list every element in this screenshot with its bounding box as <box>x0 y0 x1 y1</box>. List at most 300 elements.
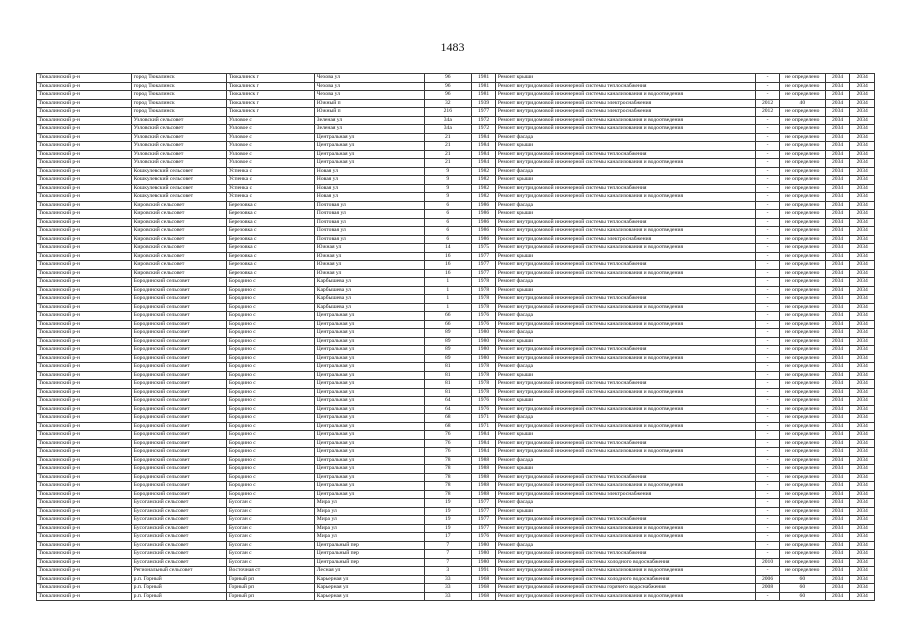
cell-prev-value: не определено <box>779 473 825 482</box>
cell-district: Тюкалинский р-н <box>37 354 132 363</box>
cell-locality: Бородино с <box>227 439 315 448</box>
cell-prev-year: - <box>756 490 780 499</box>
cell-settlement: Бусоганский сельсовет <box>132 558 227 567</box>
cell-locality: Бородино с <box>227 431 315 440</box>
cell-work-type: Ремонт внутридомовой инженерной системы теплоснабжения <box>496 150 756 159</box>
cell-house: 76 <box>424 431 471 440</box>
table-row <box>37 465 875 474</box>
cell-prev-year: - <box>756 448 780 457</box>
cell-house: 64 <box>424 405 471 414</box>
cell-locality: Тюкалинск г <box>227 82 315 91</box>
cell-locality: Бородино с <box>227 414 315 423</box>
cell-settlement: Бусоганский сельсовет <box>132 524 227 533</box>
cell-locality: Бородино с <box>227 388 315 397</box>
cell-house: 16 <box>424 252 471 261</box>
cell-prev-value: не определено <box>779 550 825 559</box>
cell-prev-value: 60 <box>779 584 825 593</box>
cell-year-from: 2034 <box>825 354 850 363</box>
table-row <box>37 533 875 542</box>
cell-district: Тюкалинский р-н <box>37 201 132 210</box>
cell-locality: Узловое с <box>227 150 315 159</box>
cell-prev-value: не определено <box>779 261 825 270</box>
cell-work-type: Ремонт внутридомовой инженерной системы канализования и водоотведения <box>496 448 756 457</box>
cell-house: 9 <box>424 167 471 176</box>
table-row <box>37 567 875 576</box>
cell-district: Тюкалинский р-н <box>37 320 132 329</box>
cell-district: Тюкалинский р-н <box>37 397 132 406</box>
cell-locality: Бородино с <box>227 320 315 329</box>
cell-work-type: Ремонт внутридомовой инженерной системы канализования и водоотведения <box>496 303 756 312</box>
cell-house: 81 <box>424 371 471 380</box>
cell-year-built: 1977 <box>471 499 496 508</box>
cell-work-type: Ремонт крыши <box>496 74 756 83</box>
cell-prev-value: не определено <box>779 388 825 397</box>
table-row <box>37 116 875 125</box>
table-row <box>37 303 875 312</box>
cell-year-built: 1978 <box>471 303 496 312</box>
cell-work-type: Ремонт крыши <box>496 252 756 261</box>
cell-district: Тюкалинский р-н <box>37 108 132 117</box>
cell-prev-value: не определено <box>779 74 825 83</box>
cell-district: Тюкалинский р-н <box>37 490 132 499</box>
cell-year-built: 1977 <box>471 524 496 533</box>
cell-settlement: Кошкулевский сельсовет <box>132 167 227 176</box>
cell-district: Тюкалинский р-н <box>37 388 132 397</box>
cell-year-built: 1986 <box>471 218 496 227</box>
cell-prev-value: не определено <box>779 346 825 355</box>
cell-street: Центральный пер <box>315 550 424 559</box>
cell-locality: Березовка с <box>227 218 315 227</box>
table-row <box>37 354 875 363</box>
cell-work-type: Ремонт внутридомовой инженерной системы канализования и водоотведения <box>496 125 756 134</box>
cell-prev-year: - <box>756 533 780 542</box>
cell-street: Зеленая ул <box>315 125 424 134</box>
cell-locality: Бородино с <box>227 482 315 491</box>
cell-work-type: Ремонт внутридомовой инженерной системы канализования и водоотведения <box>496 354 756 363</box>
cell-work-type: Ремонт внутридомовой инженерной системы теплоснабжения <box>496 295 756 304</box>
table-row <box>37 388 875 397</box>
cell-year-to: 2034 <box>850 422 875 431</box>
cell-year-to: 2034 <box>850 167 875 176</box>
cell-settlement: Бусоганский сельсовет <box>132 516 227 525</box>
cell-house: 6 <box>424 227 471 236</box>
cell-year-built: 1976 <box>471 312 496 321</box>
cell-locality: Березовка с <box>227 235 315 244</box>
cell-year-from: 2034 <box>825 516 850 525</box>
cell-locality: Бородино с <box>227 278 315 287</box>
cell-year-to: 2034 <box>850 142 875 151</box>
cell-work-type: Ремонт крыши <box>496 465 756 474</box>
cell-house: 19 <box>424 507 471 516</box>
cell-street: Центральная ул <box>315 414 424 423</box>
cell-year-to: 2034 <box>850 575 875 584</box>
table-row <box>37 320 875 329</box>
cell-work-type: Ремонт фасада <box>496 278 756 287</box>
cell-street: Почтовая ул <box>315 210 424 219</box>
cell-year-from: 2034 <box>825 431 850 440</box>
cell-prev-year: - <box>756 354 780 363</box>
cell-year-from: 2034 <box>825 82 850 91</box>
cell-prev-year: 2012 <box>756 108 780 117</box>
cell-house: 96 <box>424 74 471 83</box>
cell-work-type: Ремонт фасада <box>496 456 756 465</box>
cell-year-to: 2034 <box>850 473 875 482</box>
cell-district: Тюкалинский р-н <box>37 448 132 457</box>
cell-work-type: Ремонт фасада <box>496 414 756 423</box>
cell-district: Тюкалинский р-н <box>37 482 132 491</box>
cell-prev-value: не определено <box>779 380 825 389</box>
cell-street: Карьерная ул <box>315 592 424 601</box>
cell-district: Тюкалинский р-н <box>37 456 132 465</box>
cell-work-type: Ремонт внутридомовой инженерной системы канализования и водоотведения <box>496 524 756 533</box>
table-row <box>37 133 875 142</box>
cell-prev-year: 2006 <box>756 575 780 584</box>
cell-house: 21 <box>424 142 471 151</box>
cell-year-built: 1975 <box>471 244 496 253</box>
cell-settlement: Бусоганский сельсовет <box>132 541 227 550</box>
cell-prev-value: не определено <box>779 465 825 474</box>
cell-year-to: 2034 <box>850 210 875 219</box>
cell-prev-value: не определено <box>779 405 825 414</box>
cell-locality: Успенка с <box>227 176 315 185</box>
cell-prev-year: - <box>756 592 780 601</box>
cell-work-type: Ремонт фасада <box>496 201 756 210</box>
cell-prev-year: - <box>756 567 780 576</box>
cell-locality: Горный рп <box>227 575 315 584</box>
cell-settlement: Бородинский сельсовет <box>132 303 227 312</box>
cell-work-type: Ремонт внутридомовой инженерной системы холодного водоснабжения <box>496 575 756 584</box>
cell-year-to: 2034 <box>850 235 875 244</box>
cell-locality: Бусоган с <box>227 507 315 516</box>
cell-street: Карьерная ул <box>315 584 424 593</box>
cell-locality: Бородино с <box>227 456 315 465</box>
cell-prev-value: не определено <box>779 193 825 202</box>
cell-prev-year: - <box>756 193 780 202</box>
cell-prev-value: не определено <box>779 227 825 236</box>
cell-year-to: 2034 <box>850 567 875 576</box>
cell-prev-value: не определено <box>779 397 825 406</box>
cell-year-from: 2034 <box>825 235 850 244</box>
cell-district: Тюкалинский р-н <box>37 363 132 372</box>
cell-settlement: Бородинский сельсовет <box>132 482 227 491</box>
cell-year-from: 2034 <box>825 584 850 593</box>
cell-year-built: 1984 <box>471 150 496 159</box>
cell-district: Тюкалинский р-н <box>37 193 132 202</box>
cell-prev-value: не определено <box>779 482 825 491</box>
cell-street: Южная ул <box>315 261 424 270</box>
cell-street: Карбышева ул <box>315 303 424 312</box>
cell-year-built: 1977 <box>471 108 496 117</box>
cell-prev-value: не определено <box>779 541 825 550</box>
cell-year-to: 2034 <box>850 388 875 397</box>
cell-house: 21 <box>424 133 471 142</box>
cell-prev-value: 60 <box>779 592 825 601</box>
cell-work-type: Ремонт внутридомовой инженерной системы канализования и водоотведения <box>496 567 756 576</box>
cell-prev-value: не определено <box>779 431 825 440</box>
cell-year-to: 2034 <box>850 252 875 261</box>
cell-settlement: Кошкулевский сельсовет <box>132 176 227 185</box>
cell-year-from: 2034 <box>825 210 850 219</box>
cell-house: 68 <box>424 422 471 431</box>
cell-house: 76 <box>424 448 471 457</box>
cell-prev-year: - <box>756 278 780 287</box>
cell-street: Центральная ул <box>315 431 424 440</box>
cell-district: Тюкалинский р-н <box>37 167 132 176</box>
cell-settlement: Бородинский сельсовет <box>132 388 227 397</box>
cell-district: Тюкалинский р-н <box>37 337 132 346</box>
cell-year-built: 1972 <box>471 116 496 125</box>
cell-locality: Бусоган с <box>227 533 315 542</box>
cell-house: 33 <box>424 584 471 593</box>
cell-house: 89 <box>424 337 471 346</box>
cell-year-built: 1976 <box>471 533 496 542</box>
cell-prev-value: не определено <box>779 150 825 159</box>
cell-work-type: Ремонт внутридомовой инженерной системы теплоснабжения <box>496 346 756 355</box>
cell-house: 7 <box>424 558 471 567</box>
cell-year-to: 2034 <box>850 354 875 363</box>
cell-house: 1 <box>424 278 471 287</box>
cell-prev-value: не определено <box>779 133 825 142</box>
table-row <box>37 184 875 193</box>
cell-year-from: 2034 <box>825 490 850 499</box>
cell-prev-year: - <box>756 167 780 176</box>
cell-locality: Тюкалинск г <box>227 74 315 83</box>
cell-settlement: Бородинский сельсовет <box>132 439 227 448</box>
cell-settlement: Узловский сельсовет <box>132 150 227 159</box>
cell-district: Тюкалинский р-н <box>37 422 132 431</box>
cell-house: 78 <box>424 482 471 491</box>
table-row <box>37 456 875 465</box>
cell-locality: Бородино с <box>227 448 315 457</box>
cell-prev-year: - <box>756 218 780 227</box>
cell-settlement: Узловский сельсовет <box>132 159 227 168</box>
cell-street: Центральная ул <box>315 329 424 338</box>
cell-settlement: Узловский сельсовет <box>132 133 227 142</box>
cell-year-built: 1980 <box>471 550 496 559</box>
cell-year-built: 1978 <box>471 380 496 389</box>
cell-year-to: 2034 <box>850 150 875 159</box>
cell-prev-year: - <box>756 116 780 125</box>
table-row <box>37 244 875 253</box>
cell-district: Тюкалинский р-н <box>37 431 132 440</box>
cell-prev-year: - <box>756 346 780 355</box>
table-row <box>37 108 875 117</box>
cell-prev-value: не определено <box>779 278 825 287</box>
cell-prev-value: не определено <box>779 82 825 91</box>
cell-locality: Березовка с <box>227 210 315 219</box>
cell-settlement: Бородинский сельсовет <box>132 371 227 380</box>
cell-year-from: 2034 <box>825 363 850 372</box>
cell-prev-value: не определено <box>779 167 825 176</box>
cell-locality: Бородино с <box>227 354 315 363</box>
cell-locality: Бородино с <box>227 473 315 482</box>
cell-street: Почтовая ул <box>315 218 424 227</box>
cell-year-built: 1976 <box>471 320 496 329</box>
table-row <box>37 507 875 516</box>
cell-street: Карбышева ул <box>315 278 424 287</box>
cell-year-from: 2034 <box>825 295 850 304</box>
cell-year-from: 2034 <box>825 380 850 389</box>
table-row <box>37 278 875 287</box>
cell-street: Южный п <box>315 108 424 117</box>
cell-year-to: 2034 <box>850 507 875 516</box>
cell-prev-value: не определено <box>779 201 825 210</box>
cell-work-type: Ремонт внутридомовой инженерной системы канализования и водоотведения <box>496 193 756 202</box>
cell-district: Тюкалинский р-н <box>37 499 132 508</box>
table-row <box>37 584 875 593</box>
cell-year-built: 1991 <box>471 567 496 576</box>
cell-prev-year: - <box>756 133 780 142</box>
cell-settlement: р.п. Горный <box>132 575 227 584</box>
cell-prev-value: не определено <box>779 91 825 100</box>
cell-settlement: Узловский сельсовет <box>132 116 227 125</box>
table-row <box>37 337 875 346</box>
cell-settlement: Бусоганский сельсовет <box>132 533 227 542</box>
cell-year-to: 2034 <box>850 159 875 168</box>
cell-settlement: город Тюкалинск <box>132 99 227 108</box>
cell-locality: Восточная ст <box>227 567 315 576</box>
cell-street: Центральная ул <box>315 320 424 329</box>
cell-work-type: Ремонт внутридомовой инженерной системы электроснабжения <box>496 99 756 108</box>
cell-prev-year: - <box>756 439 780 448</box>
cell-house: 9 <box>424 176 471 185</box>
cell-locality: Бусоган с <box>227 541 315 550</box>
cell-house: 33 <box>424 575 471 584</box>
cell-prev-value: не определено <box>779 363 825 372</box>
table-row <box>37 550 875 559</box>
table-row <box>37 125 875 134</box>
cell-street: Мира ул <box>315 499 424 508</box>
cell-settlement: Бородинский сельсовет <box>132 490 227 499</box>
cell-prev-value: не определено <box>779 252 825 261</box>
cell-prev-year: - <box>756 261 780 270</box>
cell-year-built: 1986 <box>471 201 496 210</box>
cell-house: 81 <box>424 380 471 389</box>
cell-district: Тюкалинский р-н <box>37 116 132 125</box>
cell-work-type: Ремонт внутридомовой инженерной системы горячего водоснабжения <box>496 584 756 593</box>
cell-house: 19 <box>424 516 471 525</box>
cell-settlement: Кировский сельсовет <box>132 269 227 278</box>
cell-prev-year: - <box>756 125 780 134</box>
cell-locality: Успенка с <box>227 193 315 202</box>
cell-year-to: 2034 <box>850 269 875 278</box>
cell-settlement: Бородинский сельсовет <box>132 465 227 474</box>
cell-prev-year: - <box>756 550 780 559</box>
cell-street: Лесная ул <box>315 567 424 576</box>
cell-prev-value: не определено <box>779 456 825 465</box>
cell-settlement: Бусоганский сельсовет <box>132 507 227 516</box>
cell-district: Тюкалинский р-н <box>37 91 132 100</box>
cell-settlement: Бородинский сельсовет <box>132 414 227 423</box>
cell-year-built: 1980 <box>471 354 496 363</box>
cell-house: 9 <box>424 184 471 193</box>
cell-year-built: 1980 <box>471 346 496 355</box>
cell-district: Тюкалинский р-н <box>37 227 132 236</box>
cell-settlement: Кошкулевский сельсовет <box>132 193 227 202</box>
cell-prev-value: не определено <box>779 439 825 448</box>
cell-year-built: 1978 <box>471 371 496 380</box>
cell-year-to: 2034 <box>850 482 875 491</box>
cell-house: 66 <box>424 320 471 329</box>
cell-district: Тюкалинский р-н <box>37 261 132 270</box>
cell-year-from: 2034 <box>825 125 850 134</box>
cell-locality: Тюкалинск г <box>227 108 315 117</box>
cell-work-type: Ремонт внутридомовой инженерной системы канализования и водоотведения <box>496 116 756 125</box>
table-row <box>37 91 875 100</box>
cell-locality: Бородино с <box>227 346 315 355</box>
cell-year-from: 2034 <box>825 329 850 338</box>
cell-year-to: 2034 <box>850 227 875 236</box>
cell-year-from: 2034 <box>825 575 850 584</box>
cell-year-from: 2034 <box>825 320 850 329</box>
cell-street: Центральный пер <box>315 558 424 567</box>
cell-year-to: 2034 <box>850 303 875 312</box>
cell-prev-value: не определено <box>779 303 825 312</box>
cell-work-type: Ремонт фасада <box>496 499 756 508</box>
cell-house: 96 <box>424 82 471 91</box>
cell-settlement: Кировский сельсовет <box>132 218 227 227</box>
cell-year-from: 2034 <box>825 507 850 516</box>
table-row <box>37 371 875 380</box>
cell-district: Тюкалинский р-н <box>37 439 132 448</box>
cell-prev-year: - <box>756 227 780 236</box>
cell-district: Тюкалинский р-н <box>37 592 132 601</box>
cell-locality: Бородино с <box>227 312 315 321</box>
cell-district: Тюкалинский р-н <box>37 312 132 321</box>
table-row <box>37 422 875 431</box>
cell-work-type: Ремонт крыши <box>496 142 756 151</box>
cell-house: 14 <box>424 244 471 253</box>
cell-work-type: Ремонт внутридомовой инженерной системы канализования и водоотведения <box>496 422 756 431</box>
cell-prev-value: не определено <box>779 142 825 151</box>
cell-locality: Бородино с <box>227 422 315 431</box>
table-row <box>37 516 875 525</box>
cell-year-from: 2034 <box>825 439 850 448</box>
cell-year-from: 2034 <box>825 558 850 567</box>
cell-year-built: 1968 <box>471 575 496 584</box>
cell-prev-value: не определено <box>779 337 825 346</box>
cell-year-built: 1982 <box>471 167 496 176</box>
cell-year-to: 2034 <box>850 337 875 346</box>
cell-year-from: 2034 <box>825 227 850 236</box>
cell-locality: Горный рп <box>227 592 315 601</box>
cell-locality: Узловое с <box>227 133 315 142</box>
cell-district: Тюкалинский р-н <box>37 516 132 525</box>
cell-district: Тюкалинский р-н <box>37 74 132 83</box>
cell-work-type: Ремонт внутридомовой инженерной системы канализования и водоотведения <box>496 482 756 491</box>
cell-prev-value: не определено <box>779 125 825 134</box>
table-row <box>37 473 875 482</box>
cell-year-from: 2034 <box>825 218 850 227</box>
cell-prev-value: не определено <box>779 312 825 321</box>
cell-prev-year: - <box>756 363 780 372</box>
cell-house: 1 <box>424 303 471 312</box>
cell-house: 64 <box>424 397 471 406</box>
cell-prev-year: - <box>756 91 780 100</box>
cell-district: Тюкалинский р-н <box>37 380 132 389</box>
cell-work-type: Ремонт крыши <box>496 507 756 516</box>
cell-house: 19 <box>424 524 471 533</box>
cell-work-type: Ремонт внутридомовой инженерной системы канализования и водоотведения <box>496 269 756 278</box>
cell-locality: Горный рп <box>227 584 315 593</box>
cell-street: Зеленая ул <box>315 116 424 125</box>
cell-street: Центральная ул <box>315 448 424 457</box>
cell-locality: Бородино с <box>227 303 315 312</box>
cell-work-type: Ремонт внутридомовой инженерной системы теплоснабжения <box>496 516 756 525</box>
cell-settlement: Региональный сельсовет <box>132 567 227 576</box>
cell-year-from: 2034 <box>825 167 850 176</box>
cell-settlement: Бородинский сельсовет <box>132 405 227 414</box>
